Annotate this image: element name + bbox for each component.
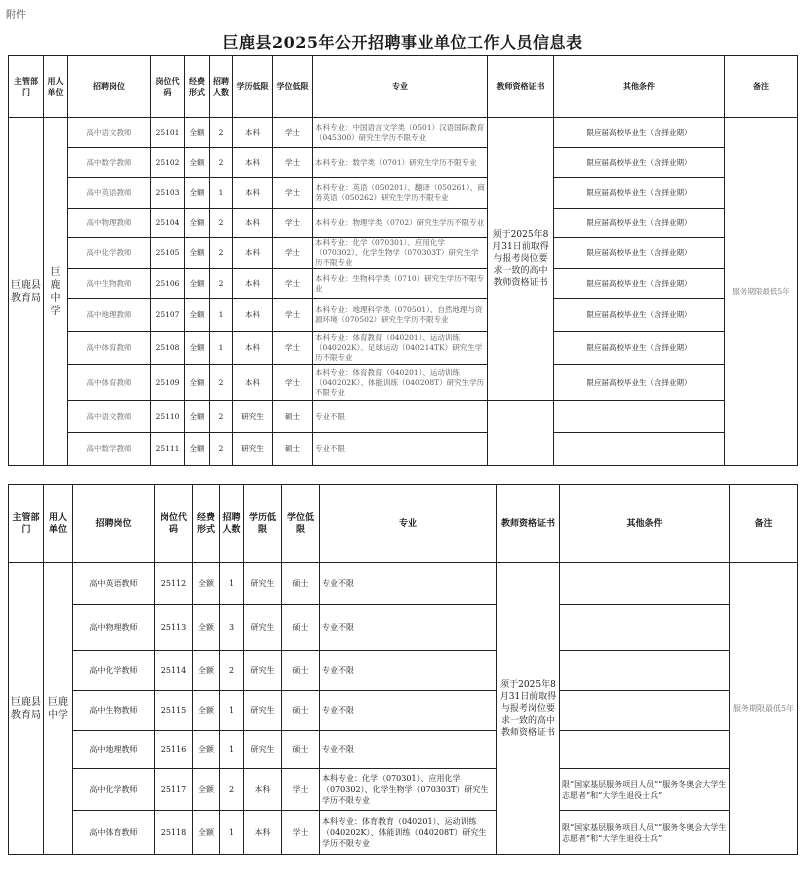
other-cell: 限应届高校毕业生（含择业期） bbox=[554, 148, 725, 178]
table-row bbox=[9, 811, 798, 855]
header-code: 岗位代码 bbox=[155, 485, 193, 563]
count-cell: 1 bbox=[220, 811, 244, 855]
table-row bbox=[9, 118, 798, 148]
count-cell: 3 bbox=[220, 605, 244, 651]
dept-cell: 巨鹿县教育局 bbox=[9, 563, 44, 855]
other-cell bbox=[560, 605, 730, 651]
count-cell: 1 bbox=[220, 731, 244, 769]
code-cell: 25111 bbox=[151, 433, 185, 466]
count-cell: 2 bbox=[210, 209, 233, 238]
table-row bbox=[9, 651, 798, 691]
edu-cell: 研究生 bbox=[233, 433, 273, 466]
header-remark: 备注 bbox=[730, 485, 798, 563]
code-cell: 25106 bbox=[151, 269, 185, 299]
code-cell: 25118 bbox=[155, 811, 193, 855]
other-cell bbox=[560, 691, 730, 731]
major-cell: 本科专业：体育教育（040201）、运动训练（040202K）、体能训练（040208T）研究生学历不限专业 bbox=[313, 365, 488, 401]
other-cell bbox=[560, 731, 730, 769]
header-funding: 经费形式 bbox=[193, 485, 220, 563]
degree-cell: 学士 bbox=[273, 178, 313, 209]
table-row bbox=[9, 731, 798, 769]
edu-cell: 研究生 bbox=[244, 691, 282, 731]
edu-cell: 本科 bbox=[233, 118, 273, 148]
table-row bbox=[9, 148, 798, 178]
major-cell: 本科专业：体育教育（040201）、运动训练（040202K）、体能训练（040208T）研究生学历不限专业 bbox=[320, 811, 497, 855]
edu-cell: 研究生 bbox=[244, 563, 282, 605]
unit-cell: 巨鹿中学 bbox=[44, 563, 73, 855]
code-cell: 25101 bbox=[151, 118, 185, 148]
other-cell: 限应届高校毕业生（含择业期） bbox=[554, 238, 725, 269]
page-title: 巨鹿县2025年公开招聘事业单位工作人员信息表 bbox=[222, 33, 583, 52]
header-funding: 经费形式 bbox=[185, 56, 210, 118]
other-cell: 限应届高校毕业生（含择业期） bbox=[554, 332, 725, 365]
header-other: 其他条件 bbox=[554, 56, 725, 118]
table-row bbox=[9, 691, 798, 731]
edu-cell: 本科 bbox=[244, 769, 282, 811]
table-row bbox=[9, 401, 798, 433]
other-cell: 限应届高校毕业生（含择业期） bbox=[554, 209, 725, 238]
table-row bbox=[9, 769, 798, 811]
funding-cell: 全额 bbox=[185, 433, 210, 466]
position-cell: 高中数学教师 bbox=[68, 148, 151, 178]
code-cell: 25116 bbox=[155, 731, 193, 769]
other-cell: 限“国家基层服务项目人员”“服务冬奥会大学生志愿者”和“大学生退役士兵” bbox=[560, 769, 730, 811]
major-cell: 专业不限 bbox=[320, 691, 497, 731]
degree-cell: 硕士 bbox=[282, 731, 320, 769]
remark-cell: 服务期限最低5年 bbox=[730, 563, 798, 855]
count-cell: 2 bbox=[210, 269, 233, 299]
major-cell: 本科专业：英语（050201）、翻译（050261）、商务英语（050262）研究生学历不限专业 bbox=[313, 178, 488, 209]
header-unit: 用人单位 bbox=[44, 56, 68, 118]
major-cell: 专业不限 bbox=[320, 731, 497, 769]
funding-cell: 全额 bbox=[185, 332, 210, 365]
degree-cell: 学士 bbox=[273, 332, 313, 365]
position-cell: 高中化学教师 bbox=[73, 769, 155, 811]
header-degree: 学位低限 bbox=[282, 485, 320, 563]
funding-cell: 全额 bbox=[185, 209, 210, 238]
edu-cell: 研究生 bbox=[244, 731, 282, 769]
edu-cell: 本科 bbox=[233, 299, 273, 332]
position-cell: 高中生物教师 bbox=[73, 691, 155, 731]
recruitment-table-1 bbox=[8, 55, 798, 466]
code-cell: 25109 bbox=[151, 365, 185, 401]
edu-cell: 本科 bbox=[233, 148, 273, 178]
position-cell: 高中体育教师 bbox=[73, 811, 155, 855]
position-cell: 高中生物教师 bbox=[68, 269, 151, 299]
table-row bbox=[9, 209, 798, 238]
count-cell: 1 bbox=[220, 691, 244, 731]
unit-cell: 巨鹿中学 bbox=[44, 118, 68, 466]
degree-cell: 学士 bbox=[273, 238, 313, 269]
header-position: 招聘岗位 bbox=[73, 485, 155, 563]
code-cell: 25105 bbox=[151, 238, 185, 269]
cert-cell-empty bbox=[488, 401, 554, 466]
degree-cell: 硕士 bbox=[282, 563, 320, 605]
position-cell: 高中地理教师 bbox=[73, 731, 155, 769]
position-cell: 高中语文教师 bbox=[68, 401, 151, 433]
header-cert: 教师资格证书 bbox=[497, 485, 560, 563]
degree-cell: 学士 bbox=[273, 148, 313, 178]
degree-cell: 硕士 bbox=[273, 433, 313, 466]
edu-cell: 研究生 bbox=[244, 605, 282, 651]
degree-cell: 硕士 bbox=[282, 651, 320, 691]
code-cell: 25104 bbox=[151, 209, 185, 238]
major-cell: 本科专业：体育教育（040201）、运动训练（040202K）、足球运动（040214TK）研究生学历不限专业 bbox=[313, 332, 488, 365]
other-cell: 限“国家基层服务项目人员”“服务冬奥会大学生志愿者”和“大学生退役士兵” bbox=[560, 811, 730, 855]
funding-cell: 全额 bbox=[193, 811, 220, 855]
funding-cell: 全额 bbox=[193, 605, 220, 651]
major-cell: 专业不限 bbox=[313, 433, 488, 466]
major-cell: 本科专业：化学（070301）、应用化学（070302）、化学生物学（070303T）研究生学历不限专业 bbox=[313, 238, 488, 269]
position-cell: 高中物理教师 bbox=[68, 209, 151, 238]
degree-cell: 学士 bbox=[273, 299, 313, 332]
other-cell: 限应届高校毕业生（含择业期） bbox=[554, 365, 725, 401]
count-cell: 2 bbox=[210, 148, 233, 178]
position-cell: 高中体育教师 bbox=[68, 332, 151, 365]
header-position: 招聘岗位 bbox=[68, 56, 151, 118]
other-cell bbox=[560, 563, 730, 605]
other-cell bbox=[554, 433, 725, 466]
major-cell: 本科专业：物理学类（0702）研究生学历不限专业 bbox=[313, 209, 488, 238]
position-cell: 高中英语教师 bbox=[73, 563, 155, 605]
header-count: 招聘人数 bbox=[210, 56, 233, 118]
cert-cell: 须于2025年8月31日前取得与报考岗位要求一致的高中教师资格证书 bbox=[497, 563, 560, 855]
edu-cell: 本科 bbox=[233, 209, 273, 238]
dept-cell: 巨鹿县教育局 bbox=[9, 118, 44, 466]
header-other: 其他条件 bbox=[560, 485, 730, 563]
major-cell: 本科专业：数学类（0701）研究生学历不限专业 bbox=[313, 148, 488, 178]
major-cell: 专业不限 bbox=[320, 563, 497, 605]
other-cell: 限应届高校毕业生（含择业期） bbox=[554, 118, 725, 148]
header-remark: 备注 bbox=[725, 56, 798, 118]
table-row bbox=[9, 433, 798, 466]
table-header-row bbox=[9, 56, 798, 118]
edu-cell: 研究生 bbox=[233, 401, 273, 433]
position-cell: 高中化学教师 bbox=[73, 651, 155, 691]
code-cell: 25117 bbox=[155, 769, 193, 811]
degree-cell: 学士 bbox=[273, 269, 313, 299]
funding-cell: 全额 bbox=[185, 299, 210, 332]
table-row bbox=[9, 605, 798, 651]
funding-cell: 全额 bbox=[193, 769, 220, 811]
degree-cell: 硕士 bbox=[273, 401, 313, 433]
edu-cell: 本科 bbox=[233, 365, 273, 401]
major-cell: 本科专业：生物科学类（0710）研究生学历不限专业 bbox=[313, 269, 488, 299]
count-cell: 2 bbox=[210, 238, 233, 269]
header-cert: 教师资格证书 bbox=[488, 56, 554, 118]
table-header-row bbox=[9, 485, 798, 563]
other-cell bbox=[560, 651, 730, 691]
edu-cell: 本科 bbox=[233, 332, 273, 365]
degree-cell: 硕士 bbox=[282, 691, 320, 731]
funding-cell: 全额 bbox=[185, 269, 210, 299]
code-cell: 25107 bbox=[151, 299, 185, 332]
code-cell: 25112 bbox=[155, 563, 193, 605]
major-cell: 专业不限 bbox=[320, 651, 497, 691]
funding-cell: 全额 bbox=[185, 148, 210, 178]
major-cell: 专业不限 bbox=[313, 401, 488, 433]
header-unit: 用人单位 bbox=[44, 485, 73, 563]
edu-cell: 本科 bbox=[233, 269, 273, 299]
cert-cell: 须于2025年8月31日前取得与报考岗位要求一致的高中教师资格证书 bbox=[488, 118, 554, 401]
code-cell: 25102 bbox=[151, 148, 185, 178]
major-cell: 本科专业：地理科学类（070501）、自然地理与资源环境（070502）研究生学历不限专业 bbox=[313, 299, 488, 332]
count-cell: 2 bbox=[210, 401, 233, 433]
other-cell: 限应届高校毕业生（含择业期） bbox=[554, 299, 725, 332]
header-edu: 学历低限 bbox=[244, 485, 282, 563]
position-cell: 高中物理教师 bbox=[73, 605, 155, 651]
funding-cell: 全额 bbox=[185, 118, 210, 148]
code-cell: 25110 bbox=[151, 401, 185, 433]
table-row bbox=[9, 563, 798, 605]
position-cell: 高中语文教师 bbox=[68, 118, 151, 148]
header-count: 招聘人数 bbox=[220, 485, 244, 563]
header-dept: 主管部门 bbox=[9, 56, 44, 118]
funding-cell: 全额 bbox=[185, 178, 210, 209]
count-cell: 1 bbox=[210, 178, 233, 209]
header-major: 专业 bbox=[320, 485, 497, 563]
major-cell: 专业不限 bbox=[320, 605, 497, 651]
count-cell: 1 bbox=[210, 332, 233, 365]
edu-cell: 研究生 bbox=[244, 651, 282, 691]
count-cell: 2 bbox=[220, 651, 244, 691]
count-cell: 1 bbox=[220, 563, 244, 605]
degree-cell: 学士 bbox=[273, 209, 313, 238]
table-row bbox=[9, 365, 798, 401]
code-cell: 25108 bbox=[151, 332, 185, 365]
other-cell: 限应届高校毕业生（含择业期） bbox=[554, 178, 725, 209]
position-cell: 高中化学教师 bbox=[68, 238, 151, 269]
header-edu: 学历低限 bbox=[233, 56, 273, 118]
code-cell: 25103 bbox=[151, 178, 185, 209]
degree-cell: 学士 bbox=[282, 769, 320, 811]
position-cell: 高中英语教师 bbox=[68, 178, 151, 209]
degree-cell: 硕士 bbox=[282, 605, 320, 651]
degree-cell: 学士 bbox=[282, 811, 320, 855]
count-cell: 2 bbox=[210, 365, 233, 401]
header-major: 专业 bbox=[313, 56, 488, 118]
funding-cell: 全额 bbox=[193, 563, 220, 605]
remark-cell: 服务期限最低5年 bbox=[725, 118, 798, 466]
table-row bbox=[9, 269, 798, 299]
table-row bbox=[9, 178, 798, 209]
position-cell: 高中数学教师 bbox=[68, 433, 151, 466]
count-cell: 2 bbox=[220, 769, 244, 811]
table-row bbox=[9, 332, 798, 365]
count-cell: 2 bbox=[210, 433, 233, 466]
edu-cell: 本科 bbox=[233, 238, 273, 269]
other-cell bbox=[554, 401, 725, 433]
code-cell: 25113 bbox=[155, 605, 193, 651]
funding-cell: 全额 bbox=[193, 731, 220, 769]
recruitment-table-2 bbox=[8, 484, 798, 855]
table-row bbox=[9, 238, 798, 269]
funding-cell: 全额 bbox=[193, 651, 220, 691]
major-cell: 本科专业：中国语言文学类（0501）汉语国际教育（045300）研究生学历不限专业 bbox=[313, 118, 488, 148]
table-row bbox=[9, 299, 798, 332]
count-cell: 1 bbox=[210, 299, 233, 332]
major-cell: 本科专业：化学（070301）、应用化学（070302）、化学生物学（070303T）研究生学历不限专业 bbox=[320, 769, 497, 811]
header-degree: 学位低限 bbox=[273, 56, 313, 118]
code-cell: 25115 bbox=[155, 691, 193, 731]
other-cell: 限应届高校毕业生（含择业期） bbox=[554, 269, 725, 299]
funding-cell: 全额 bbox=[185, 365, 210, 401]
edu-cell: 本科 bbox=[244, 811, 282, 855]
position-cell: 高中体育教师 bbox=[68, 365, 151, 401]
funding-cell: 全额 bbox=[193, 691, 220, 731]
edu-cell: 本科 bbox=[233, 178, 273, 209]
header-dept: 主管部门 bbox=[9, 485, 44, 563]
degree-cell: 学士 bbox=[273, 365, 313, 401]
degree-cell: 学士 bbox=[273, 118, 313, 148]
header-code: 岗位代码 bbox=[151, 56, 185, 118]
position-cell: 高中地理教师 bbox=[68, 299, 151, 332]
count-cell: 2 bbox=[210, 118, 233, 148]
code-cell: 25114 bbox=[155, 651, 193, 691]
attachment-label: 附件 bbox=[6, 10, 26, 21]
funding-cell: 全额 bbox=[185, 401, 210, 433]
funding-cell: 全额 bbox=[185, 238, 210, 269]
